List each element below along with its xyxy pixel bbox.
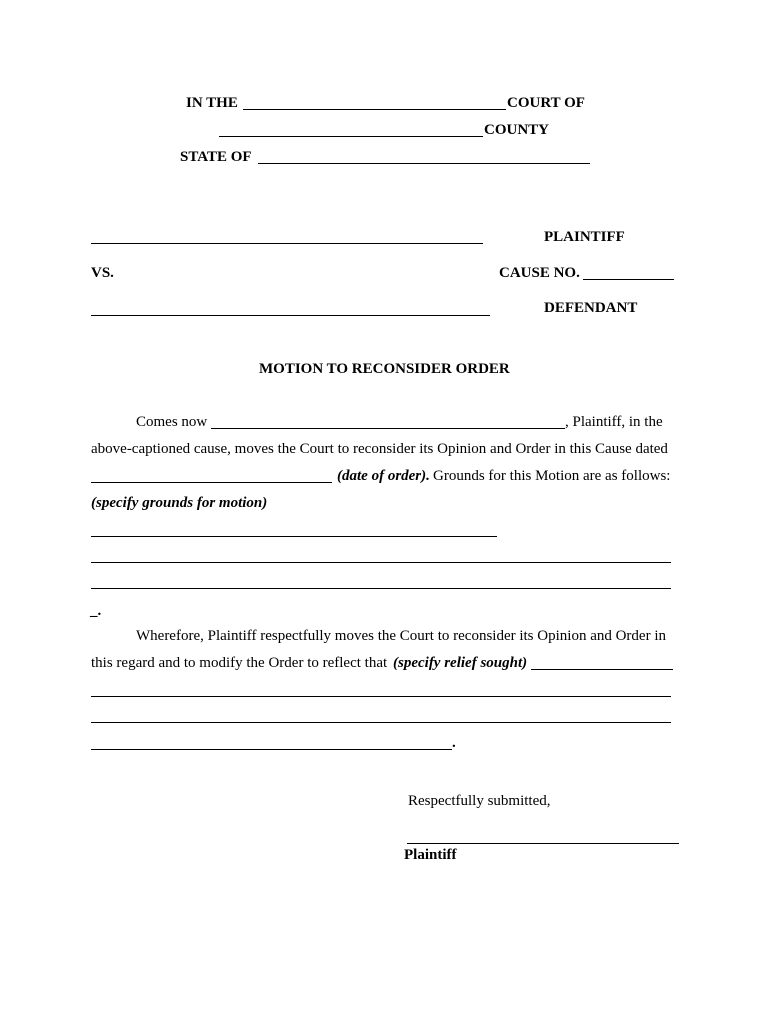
- relief-sought-hint: (specify relief sought): [393, 655, 528, 671]
- cause-number-label: CAUSE NO.: [499, 265, 580, 281]
- state-prefix: STATE OF: [180, 149, 252, 165]
- movant-name-blank[interactable]: [211, 428, 565, 429]
- grounds-end-mark: _.: [90, 603, 102, 619]
- grounds-line-3[interactable]: [91, 588, 671, 589]
- cause-number-blank[interactable]: [583, 279, 674, 280]
- order-date-blank[interactable]: [91, 482, 332, 483]
- defendant-label: DEFENDANT: [544, 300, 638, 316]
- relief-line-3[interactable]: [91, 722, 671, 723]
- reconsider-opinion-text: above-captioned cause, moves the Court to reconsider its Opinion and Order in this Cause dated: [91, 441, 668, 457]
- relief-end-period: .: [452, 735, 456, 751]
- document-title: MOTION TO RECONSIDER ORDER: [259, 361, 510, 377]
- signer-label: Plaintiff: [404, 847, 457, 863]
- closing-text: Respectfully submitted,: [408, 793, 551, 809]
- relief-line-4[interactable]: [91, 749, 452, 750]
- grounds-line-2[interactable]: [91, 562, 671, 563]
- grounds-hint: (specify grounds for motion): [91, 495, 268, 511]
- date-of-order-hint: (date of order).: [337, 468, 430, 484]
- relief-line-1[interactable]: [531, 669, 673, 670]
- grounds-intro-text: Grounds for this Motion are as follows:: [433, 468, 671, 484]
- wherefore-text: Wherefore, Plaintiff respectfully moves the Court to reconsider its Opinion and Order in: [136, 628, 666, 644]
- county-name-blank[interactable]: [219, 136, 483, 137]
- defendant-name-blank[interactable]: [91, 315, 490, 316]
- plaintiff-in-the-text: , Plaintiff, in the: [565, 414, 663, 430]
- relief-line-2[interactable]: [91, 696, 671, 697]
- court-suffix: COURT OF: [507, 95, 585, 111]
- signature-line[interactable]: [407, 843, 679, 844]
- modify-order-text: this regard and to modify the Order to reflect that: [91, 655, 388, 671]
- plaintiff-label: PLAINTIFF: [544, 229, 625, 245]
- versus-label: VS.: [91, 265, 114, 281]
- comes-now-text: Comes now: [136, 414, 208, 430]
- state-name-blank[interactable]: [258, 163, 590, 164]
- grounds-line-1[interactable]: [91, 536, 497, 537]
- court-prefix: IN THE: [186, 95, 238, 111]
- county-label: COUNTY: [484, 122, 550, 138]
- plaintiff-name-blank[interactable]: [91, 243, 483, 244]
- court-name-blank[interactable]: [243, 109, 506, 110]
